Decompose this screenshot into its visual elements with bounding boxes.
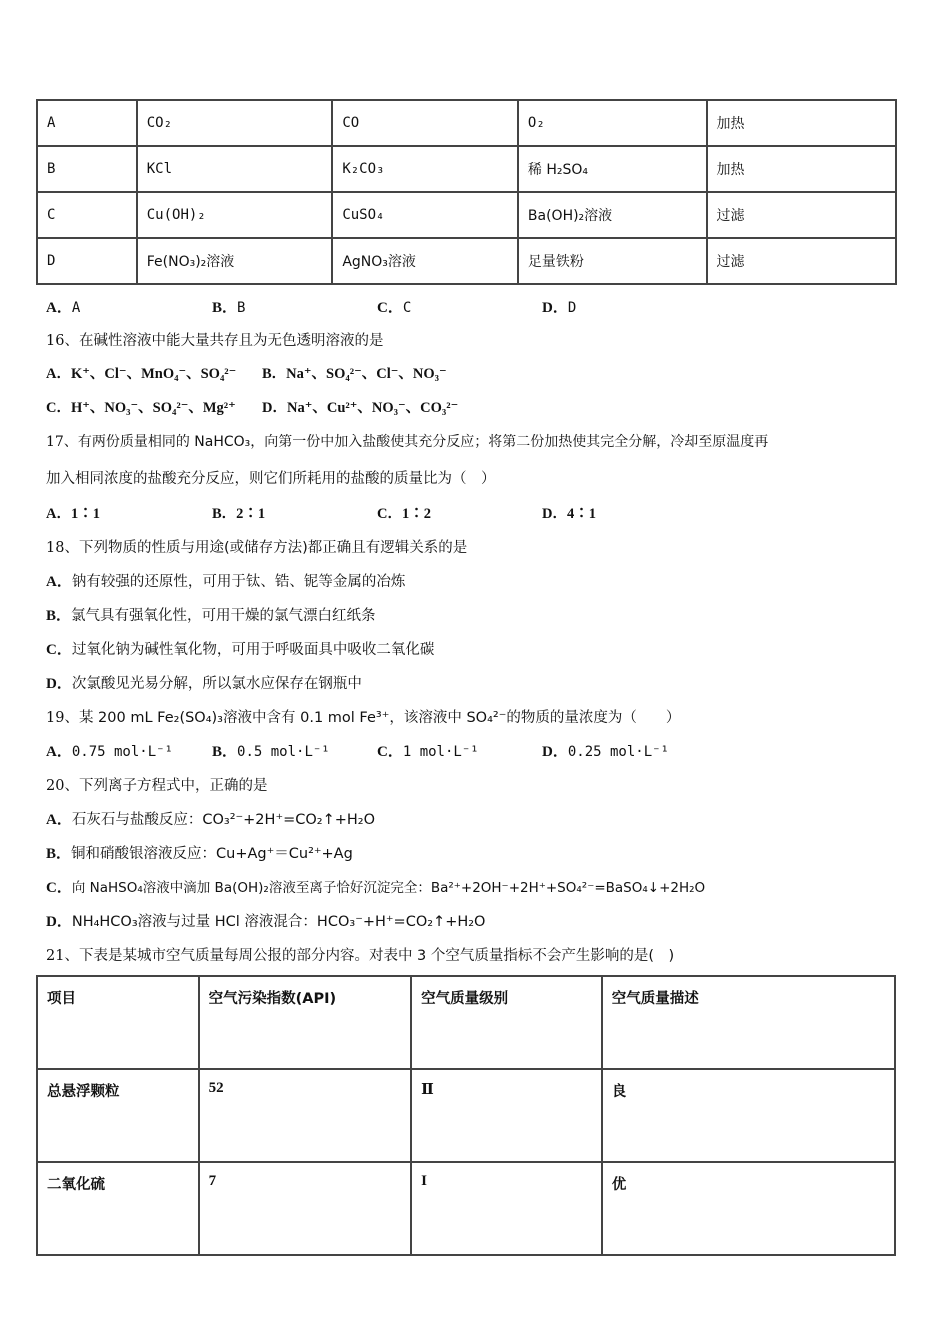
- cell: CO: [332, 100, 518, 146]
- option-b[interactable]: B．Na⁺、SO₄²⁻、Cl⁻、NO₃⁻: [262, 366, 447, 382]
- row-label: D: [37, 238, 137, 284]
- option-c[interactable]: C．C: [377, 300, 412, 316]
- q18-option-a[interactable]: A．钠有较强的还原性，可用于钛、锆、铌等金属的冶炼: [46, 574, 406, 590]
- cell: Fe(NO₃)₂溶液: [137, 238, 333, 284]
- header-cell: 空气质量级别: [411, 976, 602, 1069]
- option-a[interactable]: A．1∶1: [46, 506, 100, 522]
- option-a[interactable]: A．0.75 mol·L⁻¹: [46, 744, 173, 760]
- option-b[interactable]: B．2∶1: [212, 506, 266, 522]
- cell: 二氧化硫: [37, 1162, 199, 1255]
- cell: AgNO₃溶液: [332, 238, 518, 284]
- table-row: [37, 238, 896, 284]
- q18-option-c[interactable]: C．过氧化钠为碱性氧化物，可用于呼吸面具中吸收二氧化碳: [46, 642, 435, 658]
- row-label: A: [37, 100, 137, 146]
- table-row: [37, 146, 896, 192]
- option-c[interactable]: C．H⁺、NO₃⁻、SO₄²⁻、Mg²⁺: [46, 400, 236, 416]
- option-d[interactable]: D．Na⁺、Cu²⁺、NO₃⁻、CO₃²⁻: [262, 400, 459, 416]
- cell: CO₂: [137, 100, 333, 146]
- option-c[interactable]: C．1 mol·L⁻¹: [377, 744, 479, 760]
- q20-option-d[interactable]: D．NH₄HCO₃溶液与过量 HCl 溶液混合：HCO₃⁻+H⁺=CO₂↑+H₂O: [46, 914, 486, 930]
- table-header-row: [37, 976, 895, 1069]
- option-d[interactable]: D．4∶1: [542, 506, 596, 522]
- option-b[interactable]: B．B: [212, 300, 246, 316]
- option-d[interactable]: D．D: [542, 300, 577, 316]
- q16-stem: 16、在碱性溶液中能大量共存且为无色透明溶液的是: [46, 333, 384, 349]
- cell: 过滤: [707, 238, 897, 284]
- q15-reagent-table: [36, 99, 897, 285]
- q21-stem: 21、下表是某城市空气质量每周公报的部分内容。对表中 3 个空气质量指标不会产生影响的是( ): [46, 948, 675, 964]
- q18-stem: 18、下列物质的性质与用途(或储存方法)都正确且有逻辑关系的是: [46, 540, 468, 556]
- cell: Ba(OH)₂溶液: [518, 192, 707, 238]
- header-cell: 空气质量描述: [602, 976, 895, 1069]
- cell: 足量铁粉: [518, 238, 707, 284]
- cell: 52: [199, 1069, 412, 1162]
- table-row: [37, 1162, 895, 1255]
- q15-options: [0, 296, 950, 316]
- cell: 过滤: [707, 192, 897, 238]
- air-quality-table: [36, 975, 896, 1256]
- q17-stem-line2: 加入相同浓度的盐酸充分反应，则它们所耗用的盐酸的质量比为（ ）: [46, 471, 496, 487]
- q20-stem: 20、下列离子方程式中，正确的是: [46, 778, 268, 794]
- cell: 总悬浮颗粒: [37, 1069, 199, 1162]
- cell: KCl: [137, 146, 333, 192]
- cell: 加热: [707, 146, 897, 192]
- q20-option-b[interactable]: B．铜和硝酸银溶液反应：Cu+Ag⁺＝Cu²⁺+Ag: [46, 846, 353, 862]
- option-c[interactable]: C．1∶2: [377, 506, 431, 522]
- row-label: C: [37, 192, 137, 238]
- cell: K₂CO₃: [332, 146, 518, 192]
- cell: 稀 H₂SO₄: [518, 146, 707, 192]
- option-d[interactable]: D．0.25 mol·L⁻¹: [542, 744, 669, 760]
- cell: Cu(OH)₂: [137, 192, 333, 238]
- cell: 7: [199, 1162, 412, 1255]
- q20-option-c[interactable]: C．向 NaHSO₄溶液中滴加 Ba(OH)₂溶液至离子恰好沉淀完全：Ba²⁺+2OH⁻+2H⁺+SO₄²⁻=BaSO₄↓+2H₂O: [46, 880, 706, 896]
- option-b[interactable]: B．0.5 mol·L⁻¹: [212, 744, 330, 760]
- cell: I: [411, 1162, 602, 1255]
- cell: Ⅱ: [411, 1069, 602, 1162]
- option-a[interactable]: A．K⁺、Cl⁻、MnO₄⁻、SO₄²⁻: [46, 366, 237, 382]
- header-cell: 项目: [37, 976, 199, 1069]
- cell: O₂: [518, 100, 707, 146]
- table-row: [37, 192, 896, 238]
- option-a[interactable]: A．A: [46, 300, 81, 316]
- q20-option-a[interactable]: A．石灰石与盐酸反应：CO₃²⁻+2H⁺=CO₂↑+H₂O: [46, 812, 376, 828]
- header-cell: 空气污染指数(API): [199, 976, 412, 1069]
- q18-option-d[interactable]: D．次氯酸见光易分解，所以氯水应保存在钢瓶中: [46, 676, 362, 692]
- table-row: [37, 1069, 895, 1162]
- q19-stem: 19、某 200 mL Fe₂(SO₄)₃溶液中含有 0.1 mol Fe³⁺，该溶液中 SO₄²⁻的物质的量浓度为（ ）: [46, 710, 681, 726]
- table-row: [37, 100, 896, 146]
- cell: CuSO₄: [332, 192, 518, 238]
- cell: 加热: [707, 100, 897, 146]
- cell: 良: [602, 1069, 895, 1162]
- q17-stem-line1: 17、有两份质量相同的 NaHCO₃，向第一份中加入盐酸使其充分反应；将第二份加热使其完全分解，冷却至原温度再: [46, 434, 769, 450]
- cell: 优: [602, 1162, 895, 1255]
- q18-option-b[interactable]: B．氯气具有强氧化性，可用干燥的氯气漂白红纸条: [46, 608, 376, 624]
- row-label: B: [37, 146, 137, 192]
